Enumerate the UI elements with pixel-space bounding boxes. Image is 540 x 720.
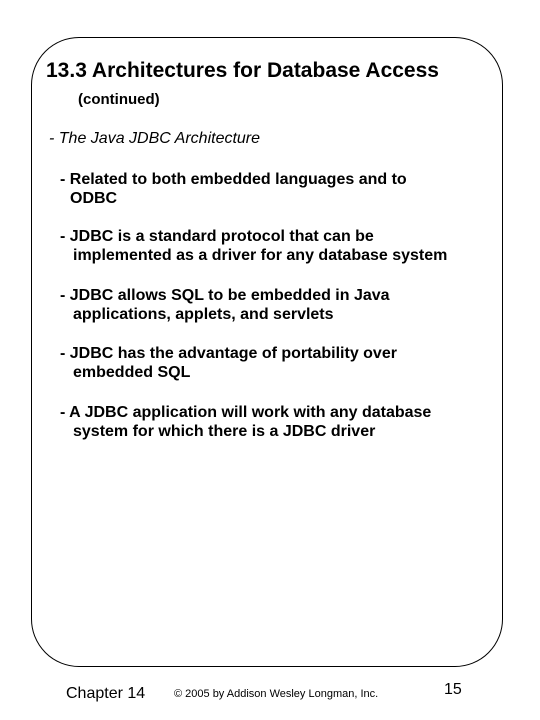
slide-subtitle: (continued): [78, 91, 160, 108]
bullet-item: [60, 170, 407, 208]
bullet-line: applications, applets, and servlets: [73, 306, 334, 323]
bullet-item: [60, 227, 447, 265]
bullet-line: embedded SQL: [73, 364, 191, 381]
bullet-line: system for which there is a JDBC driver: [73, 423, 376, 440]
bullet-line: - Related to both embedded languages and to: [60, 171, 407, 188]
page-number: 15: [444, 681, 462, 698]
bullet-line: - JDBC has the advantage of portability over: [60, 345, 397, 362]
bullet-line: - JDBC is a standard protocol that can be: [60, 228, 374, 245]
bullet-line: - JDBC allows SQL to be embedded in Java: [60, 287, 390, 304]
bullet-line: implemented as a driver for any database system: [73, 247, 448, 264]
bullet-line: - A JDBC application will work with any database: [60, 404, 432, 421]
section-heading: - The Java JDBC Architecture: [49, 130, 261, 147]
footer-copyright: © 2005 by Addison Wesley Longman, Inc.: [174, 688, 379, 700]
bullet-item: [60, 403, 431, 441]
footer-chapter: Chapter 14: [66, 685, 146, 702]
bullet-item: [60, 286, 390, 324]
slide-title: 13.3 Architectures for Database Access: [46, 59, 439, 82]
bullet-item: [60, 344, 397, 382]
bullet-line: ODBC: [70, 190, 118, 207]
